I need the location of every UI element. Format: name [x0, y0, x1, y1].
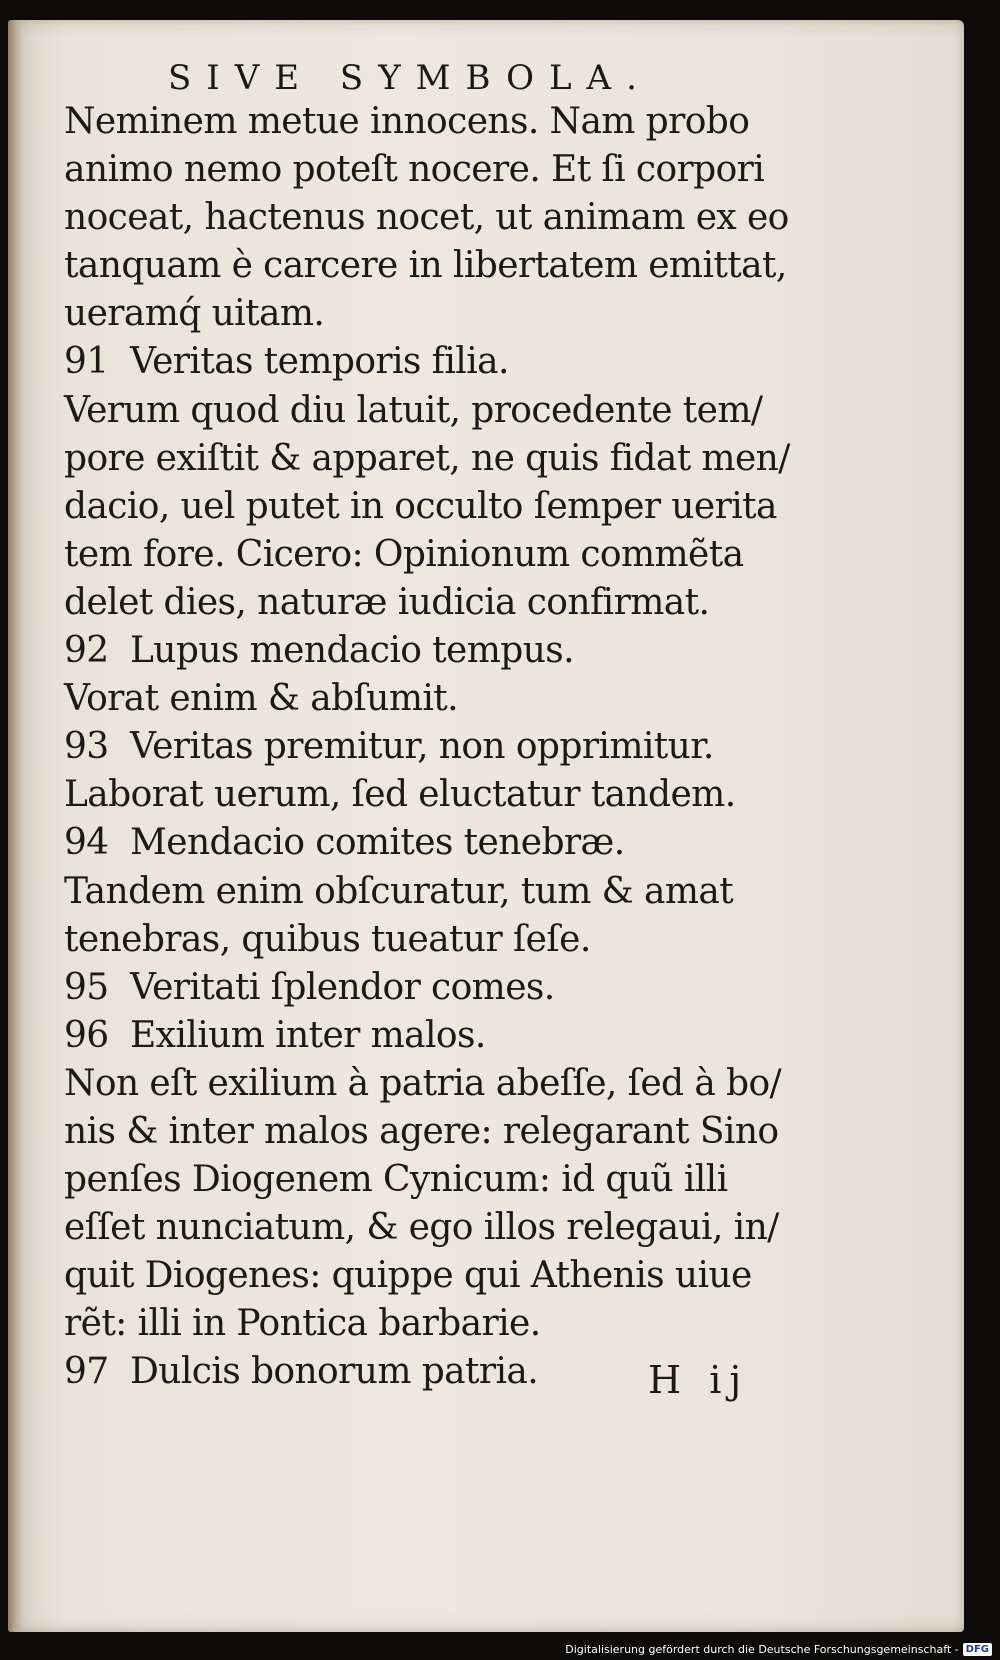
proverb-title: Mendacio comites tenebræ. [130, 822, 625, 864]
proverb-heading [64, 1012, 824, 1060]
text-line: dacio, uel putet in occulto ſemper uerita [64, 485, 777, 527]
text-line: tem fore. Cicero: Opinionum commẽta [64, 533, 744, 575]
signature-mark: H ij [648, 1358, 750, 1402]
book-page [8, 20, 964, 1632]
proverb-title: Veritas temporis filia. [130, 341, 509, 383]
text-line: quit Diogenes: quippe qui Athenis uiue [64, 1255, 752, 1297]
proverb-heading [64, 338, 824, 386]
text-line: Verum quod diu latuit, procedente tem/ [64, 389, 763, 431]
text-line: eſſet nunciatum, & ego illos relegaui, in/ [64, 1207, 779, 1249]
proverb-number: 96 [64, 1014, 109, 1056]
text-line: tanquam è carcere in libertatem emittat, [64, 245, 787, 287]
footer-text: Digitalisierung gefördert durch die Deutsche Forschungsgemeinschaft - [565, 1643, 959, 1656]
text-line: Neminem metue innocens. Nam probo [64, 101, 750, 142]
proverb-number: 94 [64, 822, 109, 864]
proverb-number: 91 [64, 341, 109, 383]
proverb-heading [64, 723, 824, 771]
text-line: tenebras, quibus tueatur ſeſe. [64, 918, 591, 960]
proverb-heading [64, 627, 824, 675]
text-line: ueramq́ uitam. [64, 293, 325, 335]
proverb-number: 95 [64, 966, 109, 1008]
running-head: SIVE SYMBOLA. [168, 58, 652, 98]
text-line: pore exiſtit & apparet, ne quis fidat men/ [64, 437, 790, 479]
text-line: penſes Diogenem Cynicum: id quũ illi [64, 1159, 728, 1201]
text-line: rẽt: illi in Pontica barbarie. [64, 1303, 541, 1345]
proverb-number: 92 [64, 630, 109, 672]
proverb-heading [64, 964, 824, 1012]
digitization-footer [565, 1643, 992, 1656]
proverb-heading [64, 819, 824, 867]
text-line: delet dies, naturæ iudicia confirmat. [64, 581, 710, 623]
proverb-number: 93 [64, 726, 109, 768]
body-text [64, 98, 824, 1397]
text-line: Vorat enim & abſumit. [64, 678, 458, 720]
text-line: Non eſt exilium à patria abeſſe, ſed à bo/ [64, 1062, 782, 1104]
page-gutter-edge [8, 20, 22, 1632]
text-line: nis & inter malos agere: relegarant Sino [64, 1110, 779, 1152]
text-line: Laborat uerum, ſed eluctatur tandem. [64, 774, 736, 816]
proverb-title: Veritati ſplendor comes. [130, 966, 555, 1008]
proverb-title: Dulcis bonorum patria. [130, 1351, 539, 1393]
text-line: Tandem enim obſcuratur, tum & amat [64, 870, 734, 912]
text-line: noceat, hactenus nocet, ut animam ex eo [64, 197, 789, 239]
proverb-title: Veritas premitur, non opprimitur. [130, 726, 714, 768]
proverb-number: 97 [64, 1351, 109, 1393]
dfg-logo-icon: DFG [963, 1643, 992, 1656]
text-line: animo nemo poteſt nocere. Et ſi corpori [64, 149, 765, 191]
proverb-title: Exilium inter malos. [130, 1014, 486, 1056]
proverb-title: Lupus mendacio tempus. [130, 630, 575, 672]
